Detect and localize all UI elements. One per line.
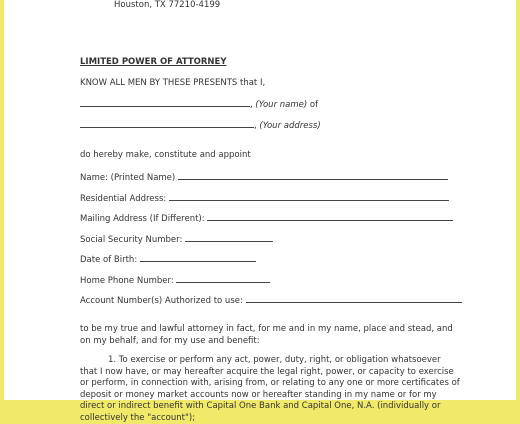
residential-address-label: Residential Address: (80, 194, 167, 204)
principal-address-hint: (Your address) (259, 121, 321, 131)
accounts-row (80, 294, 462, 306)
residential-address-row (80, 192, 449, 204)
dob-label: Date of Birth: (80, 255, 138, 265)
ssn-label: Social Security Number: (80, 235, 183, 245)
residential-address-blank[interactable] (169, 192, 449, 201)
attorney-name-label: Name: (Printed Name) (80, 173, 176, 183)
phone-row (80, 274, 270, 286)
dob-blank[interactable] (140, 253, 256, 262)
principal-of: of (309, 100, 319, 110)
document-page (4, 0, 516, 423)
accounts-label: Account Number(s) Authorized to use: (80, 296, 243, 306)
mailing-address-blank[interactable] (207, 212, 453, 221)
intro-text: KNOW ALL MEN BY THESE PRESENTS that I, (80, 78, 266, 88)
header-address: Houston, TX 77210-4199 (114, 0, 221, 10)
principal-name-hint: (Your name) (255, 100, 308, 110)
phone-blank[interactable] (176, 274, 270, 283)
attorney-name-blank[interactable] (178, 171, 448, 180)
mailing-address-label: Mailing Address (If Different): (80, 214, 205, 224)
attorney-name-row (80, 171, 448, 183)
document-title: LIMITED POWER OF ATTORNEY (80, 57, 227, 67)
mailing-address-row (80, 212, 453, 224)
attorney-paragraph: to be my true and lawful attorney in fact, for me and in my name, place and stead, and on my behalf, and for my use and benefit: (80, 324, 453, 346)
ssn-row (80, 233, 273, 245)
dob-row (80, 253, 256, 265)
ssn-blank[interactable] (185, 233, 273, 242)
clause-1: 1. To exercise or perform any act, power, duty, right, or obligation whatsoever that I now have, or may hereafter acquire the legal right, power, or capacity to exercise or perform, in connection with, arising from, or relating to any one or more certificates of deposit or money market accounts now or hereafter standing in my name or for my direct or indirect benefit with Capital One Bank and Capital One, N.A. (individually or collectively the "account"); (80, 355, 460, 423)
principal-address-line: , (Your address) (80, 119, 321, 131)
principal-name-line: , (Your name) of (80, 98, 318, 110)
phone-label: Home Phone Number: (80, 276, 174, 286)
principal-address-blank[interactable] (80, 119, 254, 128)
accounts-blank[interactable] (246, 294, 462, 303)
appoint-text: do hereby make, constitute and appoint (80, 150, 251, 160)
principal-name-blank[interactable] (80, 98, 250, 107)
